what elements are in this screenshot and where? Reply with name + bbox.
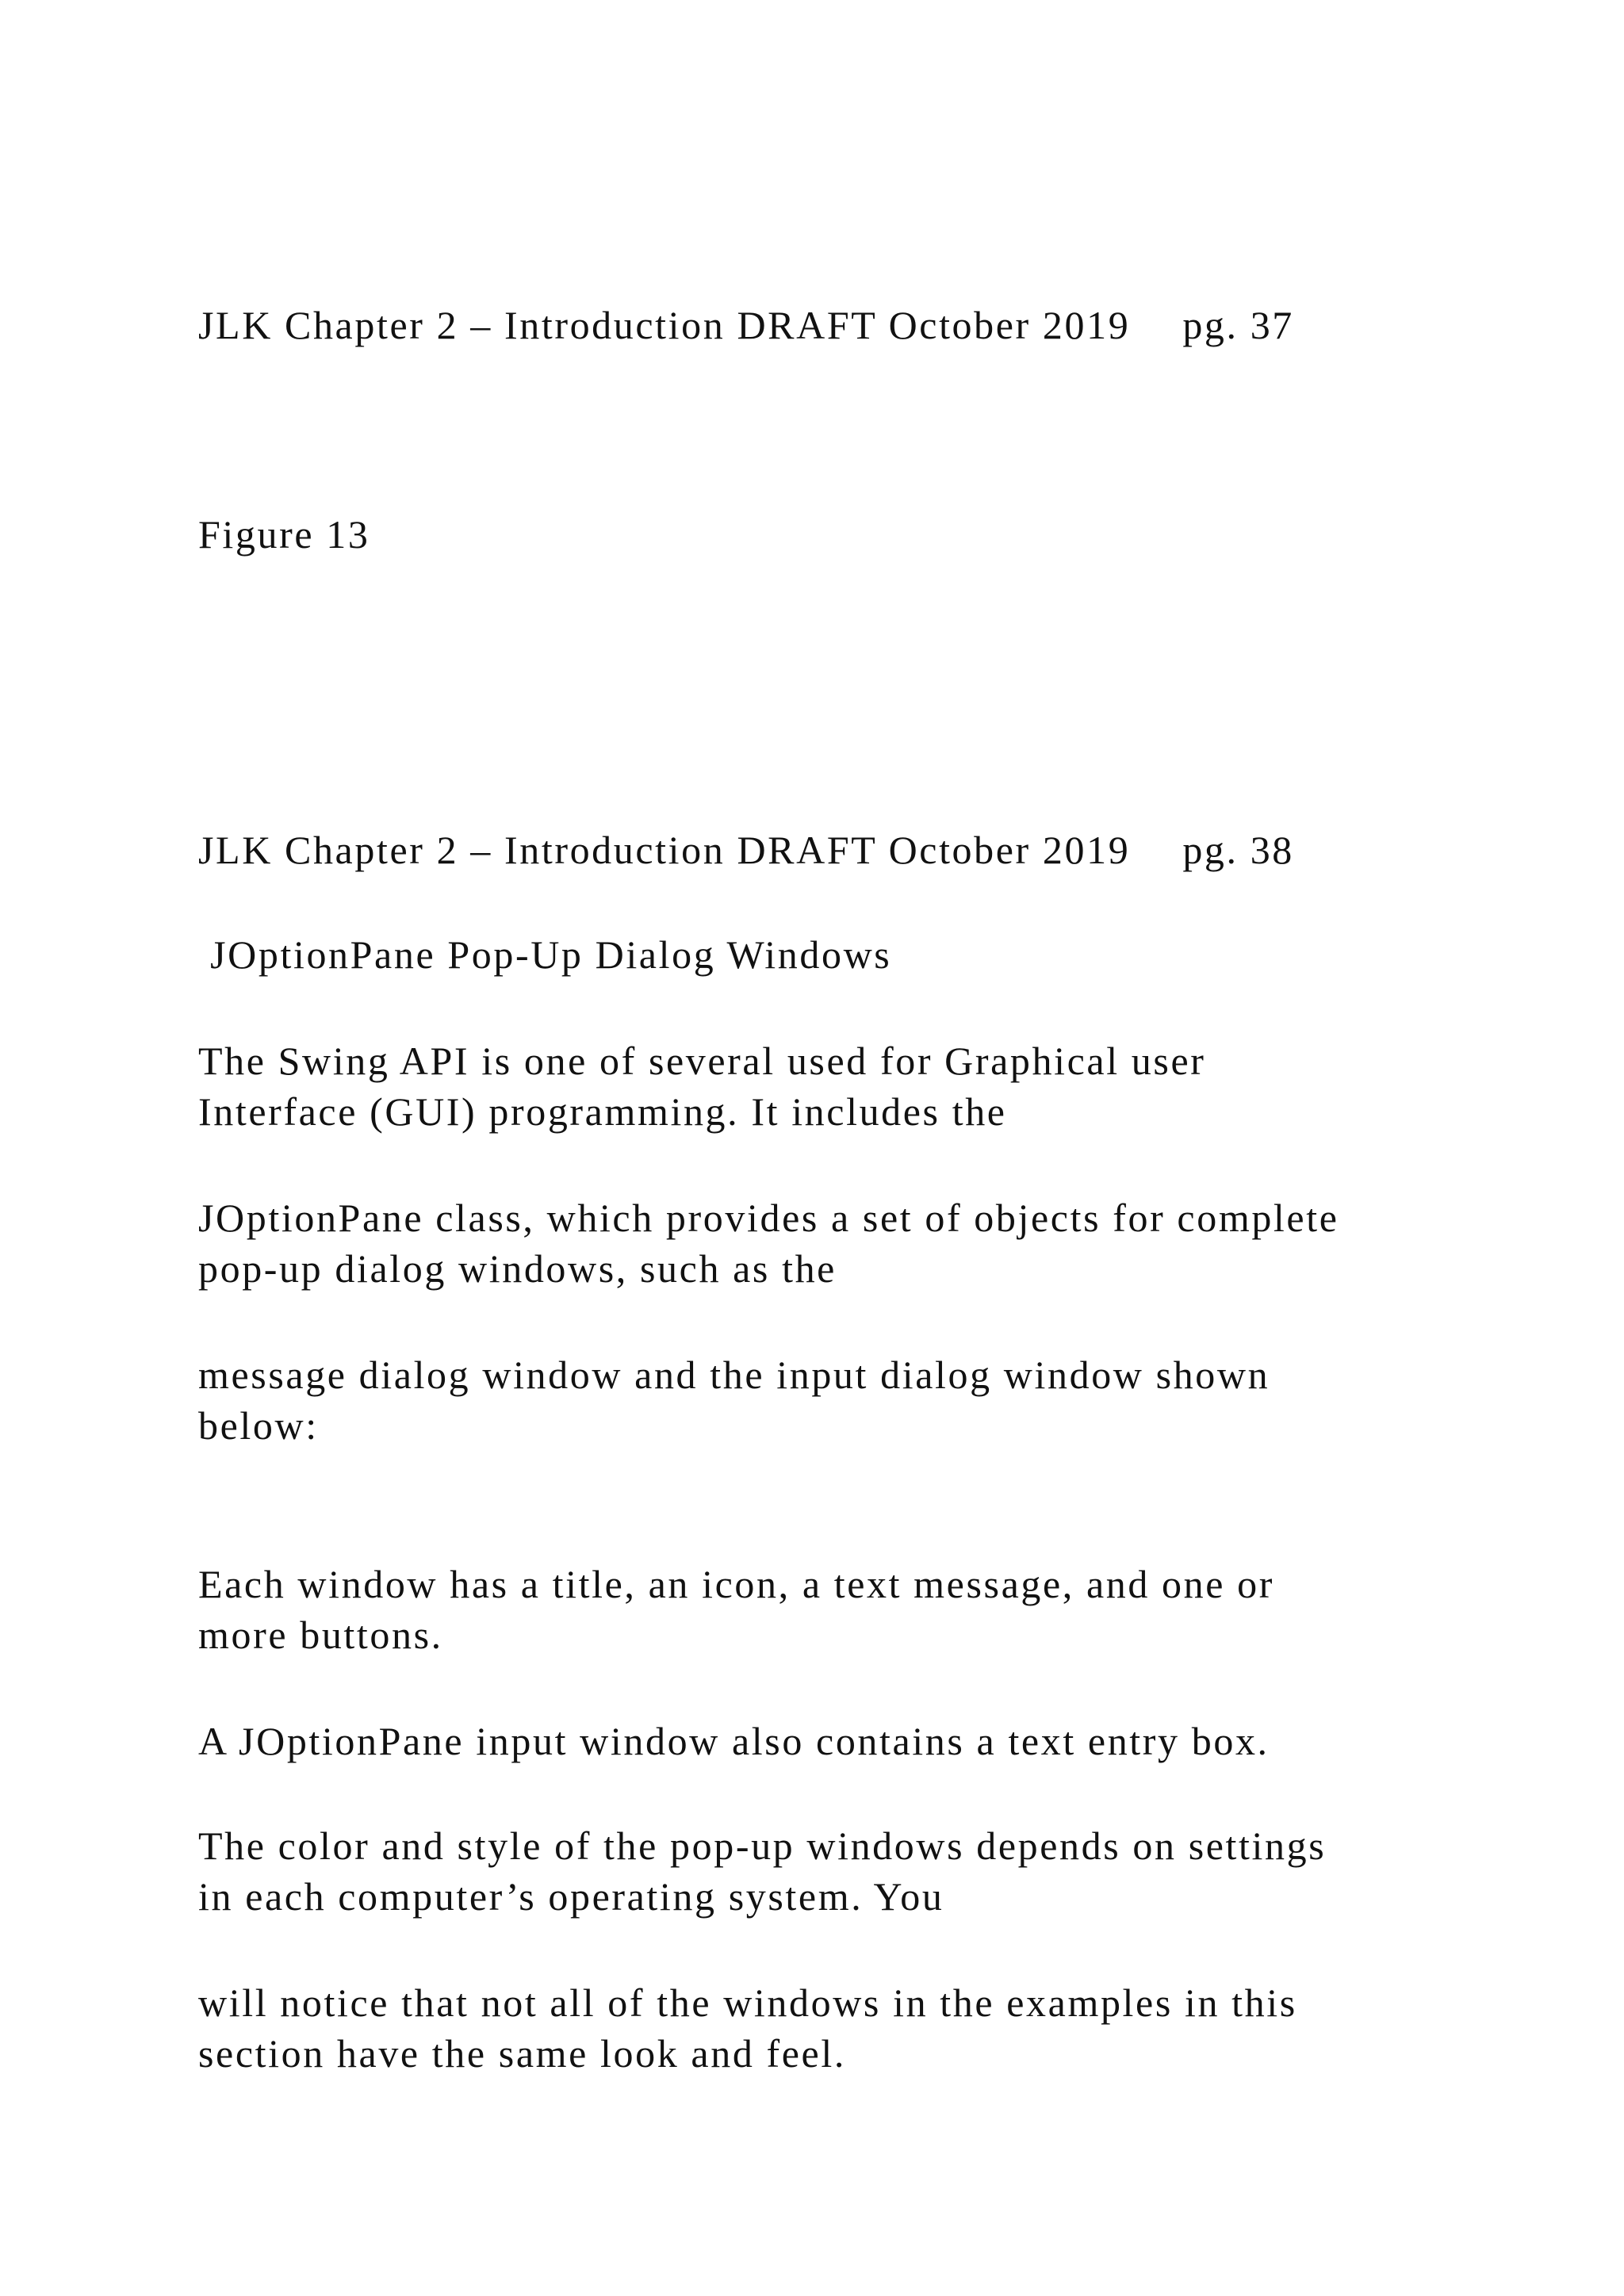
section-heading: JOptionPane Pop-Up Dialog Windows xyxy=(198,932,892,977)
paragraph-line: section have the same look and feel. xyxy=(198,2031,846,2076)
running-header-pg38 xyxy=(198,825,1294,875)
paragraph-line: will notice that not all of the windows in the examples in this xyxy=(198,1980,1297,2025)
page-number: pg. 38 xyxy=(1182,828,1294,872)
running-header-pg37 xyxy=(198,300,1294,350)
paragraph-line: Interface (GUI) programming. It includes the xyxy=(198,1089,1007,1134)
paragraph-line: in each computer’s operating system. You xyxy=(198,1874,944,1919)
running-header-text: JLK Chapter 2 – Introduction DRAFT October 2019 xyxy=(198,303,1131,347)
paragraph-line: The Swing API is one of several used for Graphical user xyxy=(198,1039,1206,1083)
paragraph-line: below: xyxy=(198,1403,319,1448)
running-header-text: JLK Chapter 2 – Introduction DRAFT October 2019 xyxy=(198,828,1131,872)
paragraph-line: JOptionPane class, which provides a set of objects for complete xyxy=(198,1196,1339,1240)
figure-caption: Figure 13 xyxy=(198,512,370,557)
paragraph-line: pop-up dialog windows, such as the xyxy=(198,1246,837,1291)
page-number: pg. 37 xyxy=(1182,303,1294,347)
paragraph-line: message dialog window and the input dialog window shown xyxy=(198,1353,1270,1397)
paragraph-line: A JOptionPane input window also contains a text entry box. xyxy=(198,1719,1270,1763)
paragraph-line: more buttons. xyxy=(198,1613,443,1657)
paragraph-line: The color and style of the pop-up windows depends on settings xyxy=(198,1823,1327,1868)
paragraph-line: Each window has a title, an icon, a text message, and one or xyxy=(198,1562,1275,1606)
